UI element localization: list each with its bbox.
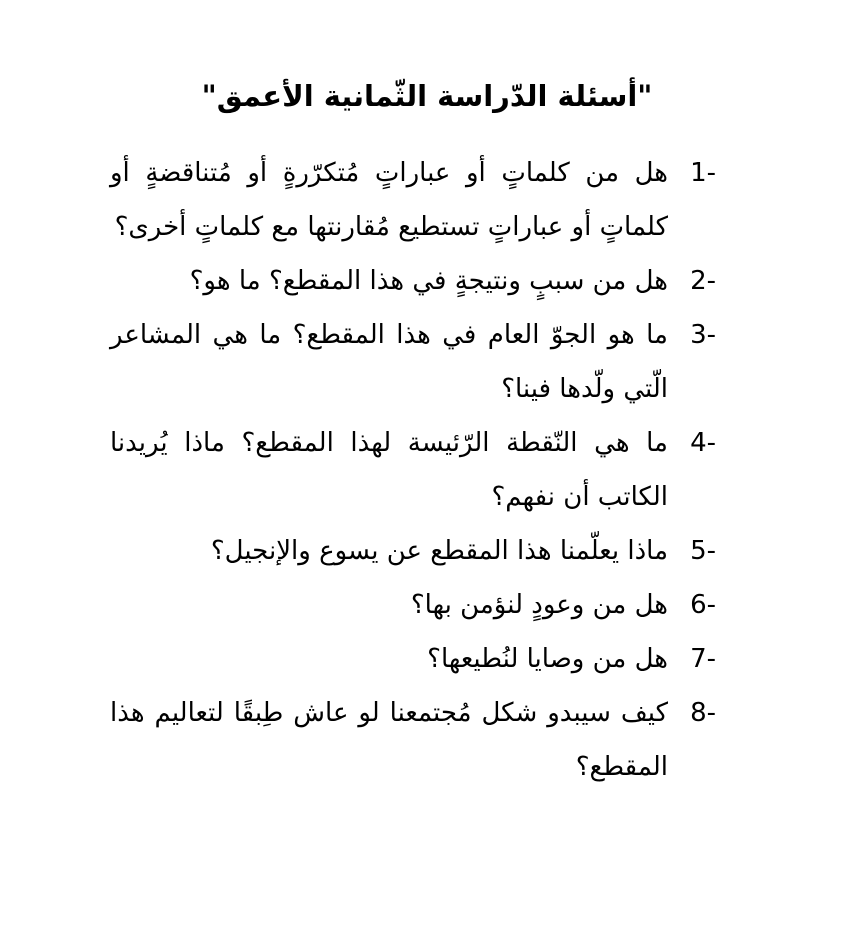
- question-5: [110, 524, 716, 578]
- question-3: [110, 308, 716, 416]
- question-number: 1-: [690, 158, 716, 188]
- question-number: 3-: [690, 320, 716, 350]
- question-8: [110, 686, 716, 794]
- question-4: [110, 416, 716, 524]
- question-text: ماذا يعلّمنا هذا المقطع عن يسوع والإنجيل؟: [210, 536, 668, 566]
- question-text: كيف سيبدو شكل مُجتمعنا لو عاش طِبقًا لتعاليم هذا المقطع؟: [110, 698, 668, 782]
- question-text: ما هو الجوّ العام في هذا المقطع؟ ما هي المشاعر الّتي ولّدها فينا؟: [110, 320, 668, 404]
- question-6: [110, 578, 716, 632]
- question-text: هل من وعودٍ لنؤمن بها؟: [410, 590, 668, 620]
- question-1: [110, 146, 716, 254]
- question-2: [110, 254, 716, 308]
- question-number: 7-: [690, 644, 716, 674]
- question-text: ما هي النّقطة الرّئيسة لهذا المقطع؟ ماذا يُريدنا الكاتب أن نفهم؟: [110, 428, 668, 512]
- questions-list: [110, 146, 716, 794]
- question-text: هل من وصايا لنُطيعها؟: [427, 644, 668, 674]
- question-number: 6-: [690, 590, 716, 620]
- question-number: 4-: [690, 428, 716, 458]
- question-text: هل من سببٍ ونتيجةٍ في هذا المقطع؟ ما هو؟: [189, 266, 668, 296]
- question-number: 2-: [690, 266, 716, 296]
- question-7: [110, 632, 716, 686]
- question-text: هل من كلماتٍ أو عباراتٍ مُتكرّرةٍ أو مُتناقضةٍ أو كلماتٍ أو عباراتٍ تستطيع مُقارنتها مع كلماتٍ أخرى؟: [110, 158, 668, 242]
- question-number: 5-: [690, 536, 716, 566]
- question-number: 8-: [690, 698, 716, 728]
- page-title: "أسئلة الدّراسة الثّمانية الأعمق": [201, 79, 653, 113]
